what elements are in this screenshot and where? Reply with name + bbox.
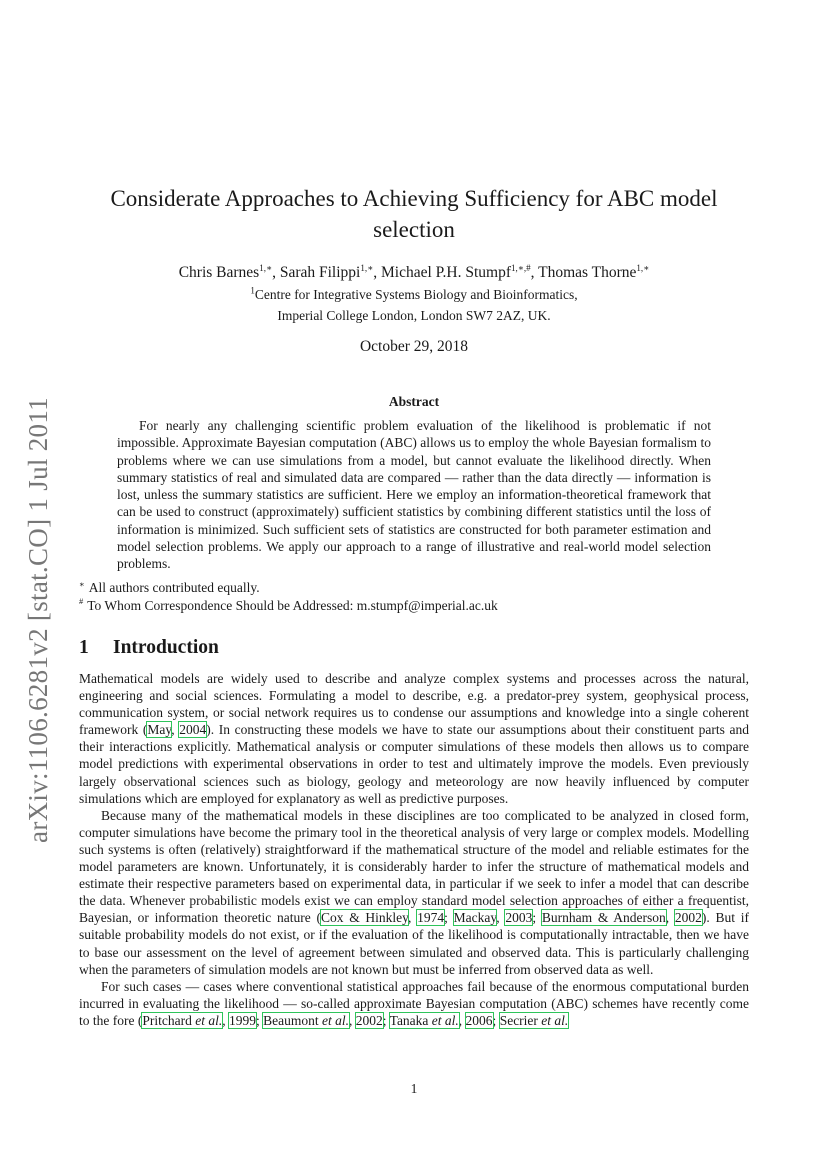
page-number: 1 [410,1081,418,1096]
citation-link[interactable]: Mackay [453,910,497,926]
paragraph-text: Because many of the mathematical models in these disciplines are too complicated to be analyzed in closed form, computer simulations have become the primary tool in the theoretical analysis of very large or complex models. Modelling such systems is often (relatively) straightforward if the mathematical structure of the model and reliable estimates for the model parameters are known. Unfortunately, it is considerably harder to infer the structure of mathematical models and estimate their respective parameters based on experimental data, in particular if we seek to infer a model that can describe the data. Whenever probabilistic models exist we can employ standard model selection approaches of either a frequentist, Bayesian, or information theoretic nature ( [79,807,749,926]
citation-link[interactable]: 2002 [355,1012,383,1028]
affiliation-mark: 1 [250,285,255,296]
footnote-text: To Whom Correspondence Should be Addressed: m.stumpf@imperial.ac.uk [87,597,498,613]
footnote-correspondence [79,597,749,615]
citation-separator: , [171,722,180,738]
arxiv-identifier-text: arXiv:1106.6281v2 [stat.CO] 1 Jul 2011 [23,397,53,843]
footnotes [79,579,749,614]
paragraph-text: ). But if suitable probability models do not exist, or if the evaluation of the likelihood is computationally intractable, then we have to base our assessment on the level of agreement between simulated and observed data. This is particularly challenging when the parameters of simulation models are not known but must be inferred from observed data as well. [79,910,749,977]
paper-title-line-1: Considerate Approaches to Achieving Sufficiency for ABC model [110,186,718,211]
citation-link[interactable]: 1974 [417,910,445,926]
author-mark: 1,∗ [360,262,374,273]
author-mark: 1,∗,# [511,262,531,273]
author-mark: 1,∗ [636,262,650,273]
paragraph-text: For such cases — cases where conventional statistical approaches fail because of the enormous computational burden incurred in evaluating the likelihood — so-called approximate Bayesian computation (ABC) schemes have recently come to the fore ( [79,978,749,1028]
introduction-paragraph-2: Because many of the mathematical models in these disciplines are too complicated to be analyzed in closed form, computer simulations have become the primary tool in the theoretical analysis of very large or complex models. Modelling such systems is often (relatively) straightforward if the mathematical structure of the model and reliable estimates for the model parameters are known. Unfortunately, it is considerably harder to infer the structure of mathematical models and estimate their respective parameters based on experimental data, in particular if we seek to infer a model that can describe the data. Whenever probabilistic models exist we can employ standard model selection approaches of either a frequentist, Bayesian, or information theoretic nature (Cox & Hinkley, 1974; Mackay, 2003; Burnham & Anderson, 2002). But if suitable probability models do not exist, or if the evaluation of the likelihood is computationally intractable, then we have to base our assessment on the level of agreement between simulated and observed data. This is particularly challenging when the parameters of simulation models are not known but must be inferred from observed data as well. [79,807,749,977]
author-separator: , [272,264,280,281]
citation-link[interactable]: 2003 [505,910,533,926]
citation-author: Beaumont [263,1012,319,1028]
affiliation-line-2: Imperial College London, London SW7 2AZ, UK. [277,308,551,323]
citation-et-al: et al. [541,1012,569,1028]
author-name: Michael P.H. Stumpf [380,264,512,281]
section-number: 1 [79,637,89,658]
author-mark: 1,∗ [259,262,273,273]
citation-link[interactable]: 1999 [228,1012,256,1028]
footnote-equal-contribution [79,579,749,597]
citation-link[interactable]: 2004 [179,722,207,738]
affiliation-line-1 [90,284,738,305]
paper-date: October 29, 2018 [359,338,469,355]
citation-author: Tanaka [389,1012,429,1028]
citation-et-al: et al. [322,1012,349,1028]
affiliation [90,284,738,326]
footnote-text: All authors contributed equally. [88,580,260,595]
citation-link[interactable]: 2006 [465,1012,493,1028]
citation-et-al: et al. [431,1012,459,1028]
author-separator: , [373,264,381,281]
citation-link[interactable]: Burnham & Anderson [541,910,666,926]
abstract-heading: Abstract [388,394,440,409]
citation-link[interactable]: 2002 [674,910,702,926]
footnote-mark: # [79,596,84,606]
citation-link[interactable]: May [147,722,172,738]
section-heading-introduction [79,636,219,660]
paragraph-text: Mathematical models are widely used to describe and analyze complex systems and processes across the natural, engineering and social sciences. Formulating a model to describe, e.g. a predator-prey system, geophysical process, communication system, or social network requires us to condense our assumptions and knowledge into a single coherent framework ( [79,671,749,738]
introduction-paragraph-1 [79,670,749,807]
author-list [90,262,738,284]
footnote-mark: ∗ [79,578,85,589]
paper-title-line-2: selection [373,217,455,242]
author-name: Chris Barnes [178,264,260,281]
abstract-text: For nearly any challenging scientific problem evaluation of the likelihood is problematic if not impossible. Approximate Bayesian computation (ABC) allows us to employ the whole Bayesian formalism to problems where we can use simulations from a model, but cannot evaluate the likelihood directly. When summary statistics of real and simulated data are compared — rather than the data directly — information is lost, unless the summary statistics are sufficient. Here we employ an information-theoretical framework that can be used to construct (approximately) sufficient statistics by combining different statistics until the loss of information is minimized. Such sufficient sets of statistics are constructed for both parameter estimation and model selection problems. We apply our approach to a range of illustrative and real-world model selection problems. [117,418,711,572]
arxiv-identifier-stamp [16,385,60,855]
introduction-paragraph-3: For such cases — cases where conventional statistical approaches fail because of the enormous computational burden incurred in evaluating the likelihood — so-called approximate Bayesian computation (ABC) schemes have recently come to the fore (Pritchard et al., 1999; Beaumont et al., 2002; Tanaka et al., 2006; Secrier et al. [79,978,749,1028]
introduction-body [79,670,749,1029]
citation-et-al: et al. [195,1012,223,1028]
affiliation-text-1: Centre for Integrative Systems Biology and Bioinformatics, [254,287,578,302]
citation-author: Pritchard [142,1012,192,1028]
paper-title [90,183,738,245]
paragraph-text: ). In constructing these models we have to state our assumptions about their constituent parts and their interactions explicitly. Mathematical analysis or computer simulations of these models then allows us to compare model predictions with experimental observations in order to test and ultimately improve the models. Even previously largely observational sciences such as biology, geology and meteorology are now heavily influenced by computer simulations which are employed for explanatory as well as predictive purposes. [79,722,750,806]
citation-link[interactable] [142,1013,222,1028]
section-title: Introduction [113,637,219,658]
citation-author: Secrier [499,1012,538,1028]
author-separator: , [530,264,539,281]
author-name: Thomas Thorne [538,264,637,281]
citation-link[interactable] [500,1013,569,1028]
citation-link[interactable]: Cox & Hinkley [320,910,409,926]
citation-link[interactable] [390,1013,459,1028]
author-name: Sarah Filippi [279,264,361,281]
citation-link[interactable] [263,1013,349,1028]
